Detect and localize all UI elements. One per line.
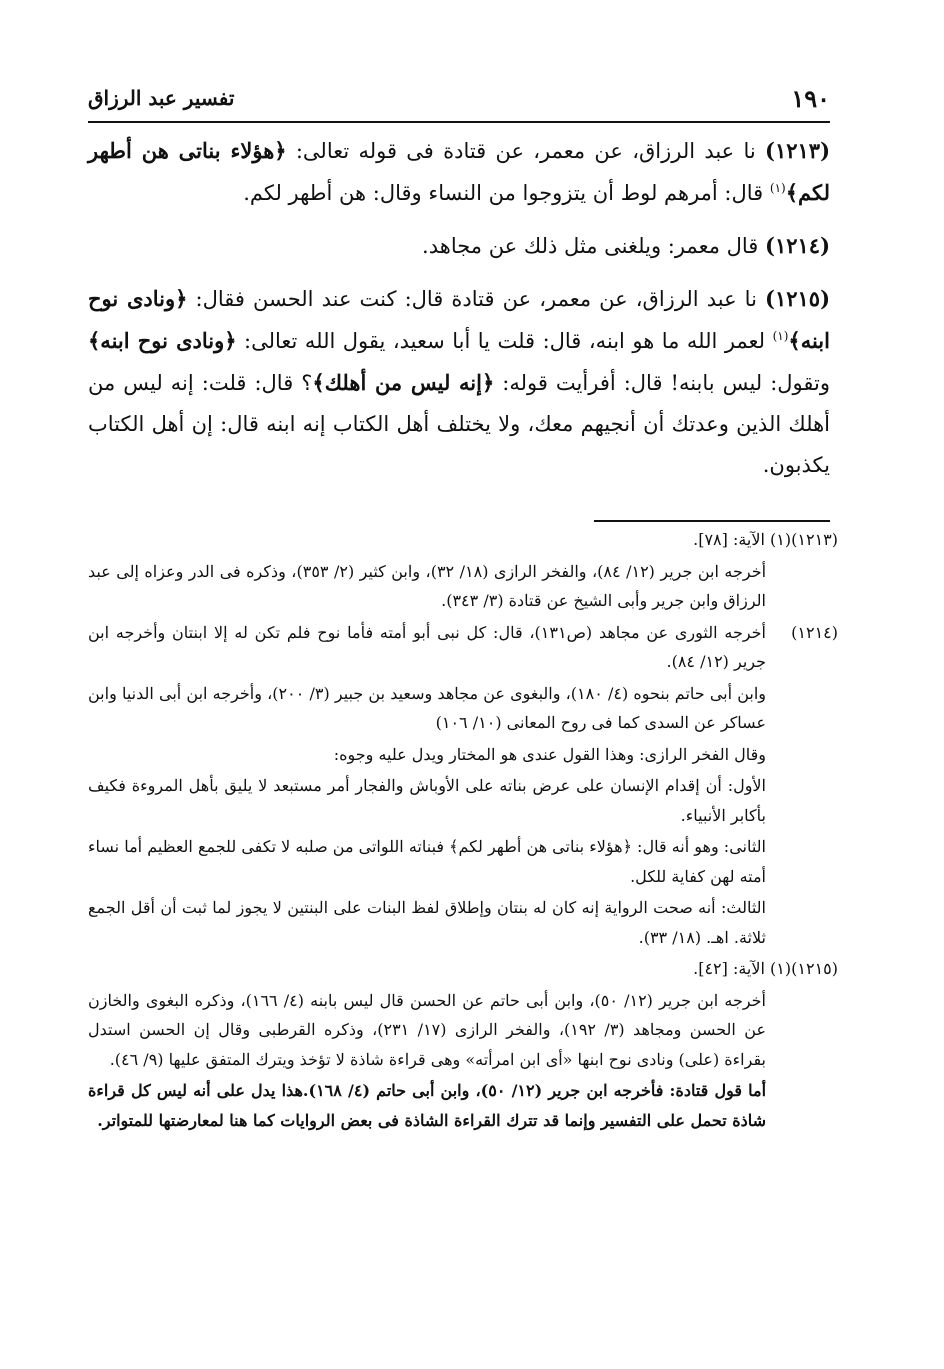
note-1215-head <box>88 954 838 984</box>
entry-text: لعمر الله ما هو ابنه، قال: قلت يا أبا سعيد، يقول الله تعالى: <box>236 329 773 353</box>
footnote-marker: (١) <box>769 181 786 195</box>
footnotes <box>88 525 838 1137</box>
entry-number: (١٢١٣) <box>765 138 830 163</box>
quran-quote: ﴿هؤلاء بناتى هن أطهر لكم﴾ <box>88 138 830 205</box>
main-text <box>88 130 830 497</box>
note-paragraph: الثالث: أنه صحت الرواية إنه كان له بنتان وإطلاق لفظ البنات على البنتين لا يجوز لما ثبت أن أقل الجمع ثلاثة. اهـ. (١٨/ ٣٣). <box>88 898 766 947</box>
page-number: ١٩٠ <box>791 84 830 113</box>
note-paragraph: أخرجه الثورى عن مجاهد (ص١٣١)، قال: كل نبى أبو أمته فأما نوح فلم تكن له إلا ابنتان وأخرجه ابن جرير (١٢/ ٨٤). <box>88 622 766 671</box>
entry-text: قال: أمرهم لوط أن يتزوجوا من النساء وقال: هن أطهر لكم. <box>243 181 770 205</box>
note-paragraph: أخرجه ابن جرير (١٢/ ٨٤)، والفخر الرازى (١٨/ ٣٢)، وابن كثير (٢/ ٣٥٣)، وذكره فى الدر وعزاه إلى عبد الرزاق وابن جرير وأبى الشيخ عن قتادة (٣/ ٣٤٣). <box>88 561 767 610</box>
page-header <box>88 84 830 124</box>
entry-text: قال معمر: ويلغنى مثل ذلك عن مجاهد. <box>422 234 765 258</box>
header-rule <box>88 121 830 123</box>
note-paragraph: الأول: أن إقدام الإنسان على عرض بناته على الأوباش والفجار أمر مستبعد لا يليق بأهل المروءة فكيف بأكابر الأنبياء. <box>88 776 766 825</box>
entry-number: (١٢١٤) <box>765 233 830 258</box>
running-title: تفسير عبد الرزاق <box>88 86 235 110</box>
entry-1215 <box>88 278 830 486</box>
note-paragraph: أما قول قتادة: فأخرجه ابن جرير (١٢/ ٥٠)، وابن أبى حاتم (٤/ ١٦٨).هذا يدل على أنه ليس كل قراءة شاذة تحمل على التفسير وإنما قد تترك القراءة الشاذة فى بعض الروايات كما هنا لمعارضتها للمتواتر. <box>88 1081 767 1130</box>
note-verse-ref: (١) الآية: [٤٢]. <box>693 959 792 978</box>
note-paragraph: الثانى: وهو أنه قال: ﴿هؤلاء بناتى هن أطهر لكم﴾ فبناته اللواتى من صلبه لا تكفى للجمع العظيم أما نساء أمته لهن كفاية للكل. <box>88 837 767 886</box>
entry-text: نا عبد الرزاق، عن معمر، عن قتادة فى قوله تعالى: <box>286 139 765 163</box>
note-paragraph: وابن أبى حاتم بنحوه (٤/ ١٨٠)، والبغوى عن مجاهد وسعيد بن جبير (٣/ ٢٠٠)، وأخرجه ابن أبى الدنيا وابن عساكر عن السدى كما فى روح المعانى (١٠/ ١٠٦) <box>88 683 767 732</box>
footnote-rule <box>594 520 830 522</box>
quran-quote: ﴿ونادى نوح ابنه﴾ <box>88 286 830 353</box>
note-paragraph: أخرجه ابن جرير (١٢/ ٥٠)، وابن أبى حاتم عن الحسن قال ليس بابنه (٤/ ١٦٦)، وذكره البغوى والخازن عن الحسن ومجاهد (٣/ ١٩٢)، والفخر الرازى (١٧/ ٢٣١)، وذكره القرطبى وقال إن الحسن استدل بقراءة (على) ونادى نوح ابنها «أى ابن امرأته» وهى قراءة شاذة لا تؤخذ ويترك المتفق عليها (٩/ ٤٦). <box>88 990 767 1069</box>
footnote-marker: (١) <box>772 329 789 343</box>
quran-quote: ﴿ونادى نوح ابنه﴾ <box>88 328 237 353</box>
note-1215-body <box>88 986 838 1075</box>
entry-number: (١٢١٥) <box>765 286 831 311</box>
entry-text: وتقول: ليس بابنه! قال: أفرأيت قوله: <box>494 371 830 395</box>
quran-quote: ﴿إنه ليس من أهلك﴾ <box>312 370 495 395</box>
note-1214-body <box>88 618 838 677</box>
note-label: (١٢١٣) <box>791 530 838 549</box>
note-paragraph: وقال الفخر الرازى: وهذا القول عندى هو المختار ويدل عليه وجوه: <box>333 744 766 764</box>
entry-1213 <box>88 130 830 214</box>
note-label: (١٢١٥) <box>791 959 838 978</box>
entry-text: ؟ قال: قلت: إنه ليس من أهلك الذين وعدتك أن أنجيهم معك، ولا يختلف أهل الكتاب إنه ابنه قال: إن أهل الكتاب يكذبون. <box>88 371 830 477</box>
entry-1214 <box>88 225 830 267</box>
note-label: (١٢١٤) <box>791 622 838 642</box>
note-1213-body <box>88 557 838 616</box>
note-1213-head <box>88 525 838 555</box>
note-verse-ref: (١) الآية: [٧٨]. <box>693 530 792 549</box>
entry-text: نا عبد الرزاق، عن معمر، عن قتادة قال: كنت عند الحسن فقال: <box>187 287 766 311</box>
